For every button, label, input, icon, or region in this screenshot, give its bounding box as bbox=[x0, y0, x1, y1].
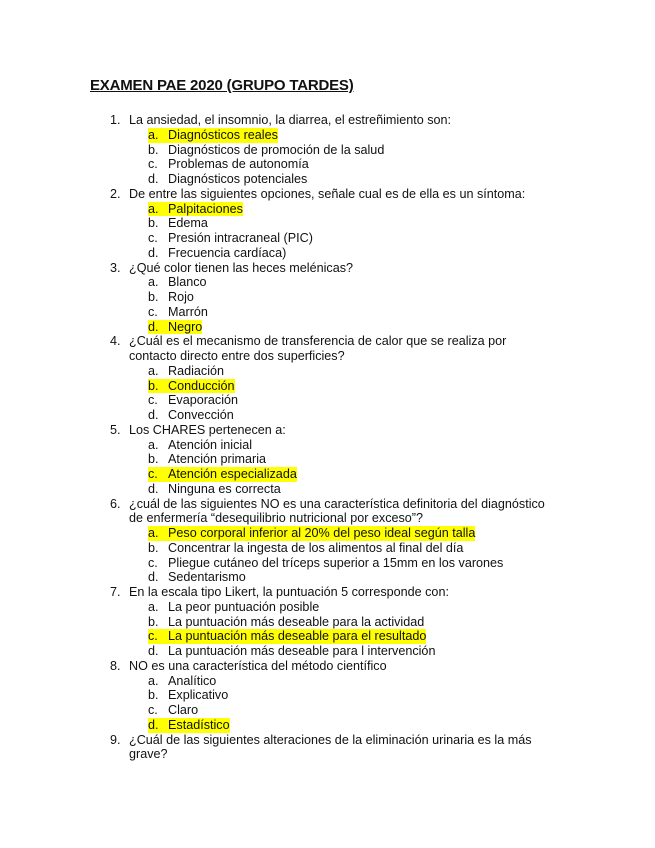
answer-option bbox=[0, 688, 655, 703]
answer-option bbox=[0, 452, 655, 467]
answer bbox=[148, 541, 463, 556]
highlighted-answer bbox=[148, 128, 278, 143]
option-letter: c. bbox=[148, 629, 158, 644]
option-letter: c. bbox=[148, 304, 158, 319]
answer-option bbox=[0, 379, 655, 394]
answer-option bbox=[0, 467, 655, 482]
option-text: La puntuación más deseable para l intervención bbox=[168, 644, 436, 658]
option-text: Conducción bbox=[168, 378, 235, 393]
answer-option bbox=[0, 438, 655, 453]
answer-option bbox=[0, 157, 655, 172]
answer bbox=[148, 556, 503, 571]
answer-option bbox=[0, 216, 655, 231]
option-text: Convección bbox=[168, 408, 234, 422]
answer-option bbox=[0, 526, 655, 541]
question-number: 7. bbox=[110, 585, 121, 599]
question-number: 5. bbox=[110, 422, 121, 437]
option-text: Blanco bbox=[168, 275, 207, 290]
answer-option bbox=[0, 143, 655, 158]
option-letter: a. bbox=[148, 127, 159, 142]
question bbox=[0, 733, 655, 763]
option-text: Frecuencia cardíaca) bbox=[168, 245, 287, 260]
option-letter: b. bbox=[148, 216, 159, 231]
answer-option bbox=[0, 556, 655, 571]
question bbox=[0, 261, 655, 335]
option-text: Estadístico bbox=[168, 717, 230, 732]
question bbox=[0, 497, 655, 586]
highlighted-answer bbox=[148, 467, 297, 482]
option-text: Sedentarismo bbox=[168, 570, 246, 585]
question-number: 9. bbox=[110, 732, 121, 747]
document-title: EXAMEN PAE 2020 (GRUPO TARDES) bbox=[90, 77, 354, 94]
option-text: Ninguna es correcta bbox=[168, 481, 281, 496]
answer bbox=[148, 482, 281, 497]
answer-option bbox=[0, 541, 655, 556]
answer-option bbox=[0, 231, 655, 246]
answer-option bbox=[0, 644, 655, 659]
option-letter: d. bbox=[148, 408, 159, 422]
answer-option bbox=[0, 290, 655, 305]
option-text: Peso corporal inferior al 20% del peso ideal según talla bbox=[168, 526, 476, 540]
answer-option bbox=[0, 128, 655, 143]
option-letter: c. bbox=[148, 393, 158, 408]
option-text: Atención inicial bbox=[168, 437, 253, 452]
highlighted-answer bbox=[148, 379, 235, 394]
option-text: Marrón bbox=[168, 304, 208, 319]
question-number: 1. bbox=[110, 113, 121, 127]
question-number: 8. bbox=[110, 658, 121, 673]
option-letter: c. bbox=[148, 231, 158, 245]
answer-option bbox=[0, 202, 655, 217]
question-text: contacto directo entre dos superficies? bbox=[129, 349, 345, 363]
answer-option bbox=[0, 570, 655, 585]
option-text: Evaporación bbox=[168, 393, 239, 408]
question-text: grave? bbox=[129, 747, 168, 762]
option-text: Atención especializada bbox=[168, 467, 297, 481]
question-text: En la escala tipo Likert, la puntuación 5 corresponde con: bbox=[129, 585, 449, 599]
option-letter: b. bbox=[148, 142, 159, 157]
highlighted-answer bbox=[148, 629, 426, 644]
question-number: 3. bbox=[110, 260, 121, 275]
question bbox=[0, 113, 655, 187]
answer-option bbox=[0, 703, 655, 718]
highlighted-answer bbox=[148, 718, 230, 733]
option-text: Rojo bbox=[168, 290, 194, 304]
option-letter: c. bbox=[148, 555, 158, 570]
answer-option bbox=[0, 674, 655, 689]
highlighted-answer bbox=[148, 202, 243, 217]
answer-option bbox=[0, 408, 655, 423]
answer bbox=[148, 408, 234, 423]
option-letter: a. bbox=[148, 275, 159, 290]
answer bbox=[148, 393, 238, 408]
option-letter: c. bbox=[148, 157, 158, 172]
question bbox=[0, 659, 655, 733]
option-text: Diagnósticos potenciales bbox=[168, 172, 308, 186]
answer bbox=[148, 157, 309, 172]
question-text: ¿Cuál de las siguientes alteraciones de la eliminación urinaria es la más bbox=[129, 732, 532, 747]
question-text: ¿cuál de las siguientes NO es una característica definitoria del diagnóstico bbox=[129, 496, 545, 511]
question-text: La ansiedad, el insomnio, la diarrea, el estreñimiento son: bbox=[129, 113, 452, 127]
option-letter: b. bbox=[148, 614, 159, 629]
option-letter: c. bbox=[148, 467, 158, 481]
answer bbox=[148, 688, 228, 703]
answer bbox=[148, 644, 435, 659]
option-letter: a. bbox=[148, 201, 159, 216]
question bbox=[0, 334, 655, 423]
option-text: Problemas de autonomía bbox=[168, 157, 309, 172]
option-letter: d. bbox=[148, 644, 159, 658]
question-text: ¿Qué color tienen las heces melénicas? bbox=[129, 260, 354, 275]
option-text: Diagnósticos reales bbox=[168, 127, 278, 142]
answer bbox=[148, 600, 319, 615]
option-text: La peor puntuación posible bbox=[168, 599, 320, 614]
option-text: Concentrar la ingesta de los alimentos al final del día bbox=[168, 540, 464, 555]
question-number: 2. bbox=[110, 186, 121, 201]
option-letter: d. bbox=[148, 172, 159, 186]
question bbox=[0, 423, 655, 497]
option-letter: b. bbox=[148, 290, 159, 304]
highlighted-answer bbox=[148, 526, 475, 541]
question-text: NO es una característica del método científico bbox=[129, 658, 387, 673]
option-text: Diagnósticos de promoción de la salud bbox=[168, 142, 385, 157]
answer bbox=[148, 615, 424, 630]
answer bbox=[148, 216, 208, 231]
option-text: Palpitaciones bbox=[168, 201, 243, 216]
option-text: Presión intracraneal (PIC) bbox=[168, 231, 313, 245]
answer bbox=[148, 246, 286, 261]
question-text: de enfermería “desequilibrio nutricional por exceso”? bbox=[129, 511, 424, 526]
option-letter: d. bbox=[148, 245, 159, 260]
option-text: La puntuación más deseable para el resultado bbox=[168, 629, 427, 644]
answer bbox=[148, 305, 208, 320]
answer-option bbox=[0, 718, 655, 733]
answer bbox=[148, 674, 216, 689]
answer-option bbox=[0, 246, 655, 261]
option-letter: b. bbox=[148, 688, 159, 703]
option-text: Explicativo bbox=[168, 688, 229, 703]
option-letter: a. bbox=[148, 437, 159, 452]
question-number: 6. bbox=[110, 496, 121, 511]
answer-option bbox=[0, 615, 655, 630]
answer-option bbox=[0, 600, 655, 615]
answer bbox=[148, 438, 252, 453]
option-letter: a. bbox=[148, 526, 159, 540]
answer bbox=[148, 143, 384, 158]
question bbox=[0, 187, 655, 261]
option-text: La puntuación más deseable para la actividad bbox=[168, 614, 425, 629]
option-letter: d. bbox=[148, 319, 159, 334]
option-text: Radiación bbox=[168, 363, 225, 378]
answer-option bbox=[0, 393, 655, 408]
option-text: Pliegue cutáneo del tríceps superior a 15mm en los varones bbox=[168, 555, 504, 570]
answer-option bbox=[0, 275, 655, 290]
answer bbox=[148, 275, 207, 290]
highlighted-answer bbox=[148, 320, 202, 335]
answer bbox=[148, 364, 224, 379]
answer-option bbox=[0, 320, 655, 335]
option-letter: a. bbox=[148, 673, 159, 688]
option-letter: a. bbox=[148, 363, 159, 378]
answer bbox=[148, 172, 307, 187]
option-letter: d. bbox=[148, 717, 159, 732]
option-text: Atención primaria bbox=[168, 452, 266, 467]
option-letter: c. bbox=[148, 703, 158, 717]
answer-option bbox=[0, 305, 655, 320]
answer-option bbox=[0, 364, 655, 379]
question-list bbox=[0, 113, 655, 762]
answer bbox=[148, 703, 198, 718]
option-letter: b. bbox=[148, 378, 159, 393]
option-letter: b. bbox=[148, 540, 159, 555]
option-letter: a. bbox=[148, 599, 159, 614]
answer bbox=[148, 570, 246, 585]
question bbox=[0, 585, 655, 659]
option-text: Negro bbox=[168, 319, 203, 334]
option-text: Claro bbox=[168, 703, 199, 717]
question-text: Los CHARES pertenecen a: bbox=[129, 422, 286, 437]
answer bbox=[148, 231, 313, 246]
answer bbox=[148, 452, 266, 467]
option-letter: b. bbox=[148, 452, 159, 467]
answer bbox=[148, 290, 194, 305]
option-letter: d. bbox=[148, 481, 159, 496]
answer-option bbox=[0, 172, 655, 187]
question-number: 4. bbox=[110, 334, 121, 349]
question-text: De entre las siguientes opciones, señale cual es de ella es un síntoma: bbox=[129, 186, 526, 201]
answer-option bbox=[0, 629, 655, 644]
option-text: Analítico bbox=[168, 673, 217, 688]
answer-option bbox=[0, 482, 655, 497]
question-text: ¿Cuál es el mecanismo de transferencia de calor que se realiza por bbox=[129, 334, 507, 349]
option-letter: d. bbox=[148, 570, 159, 585]
option-text: Edema bbox=[168, 216, 208, 231]
